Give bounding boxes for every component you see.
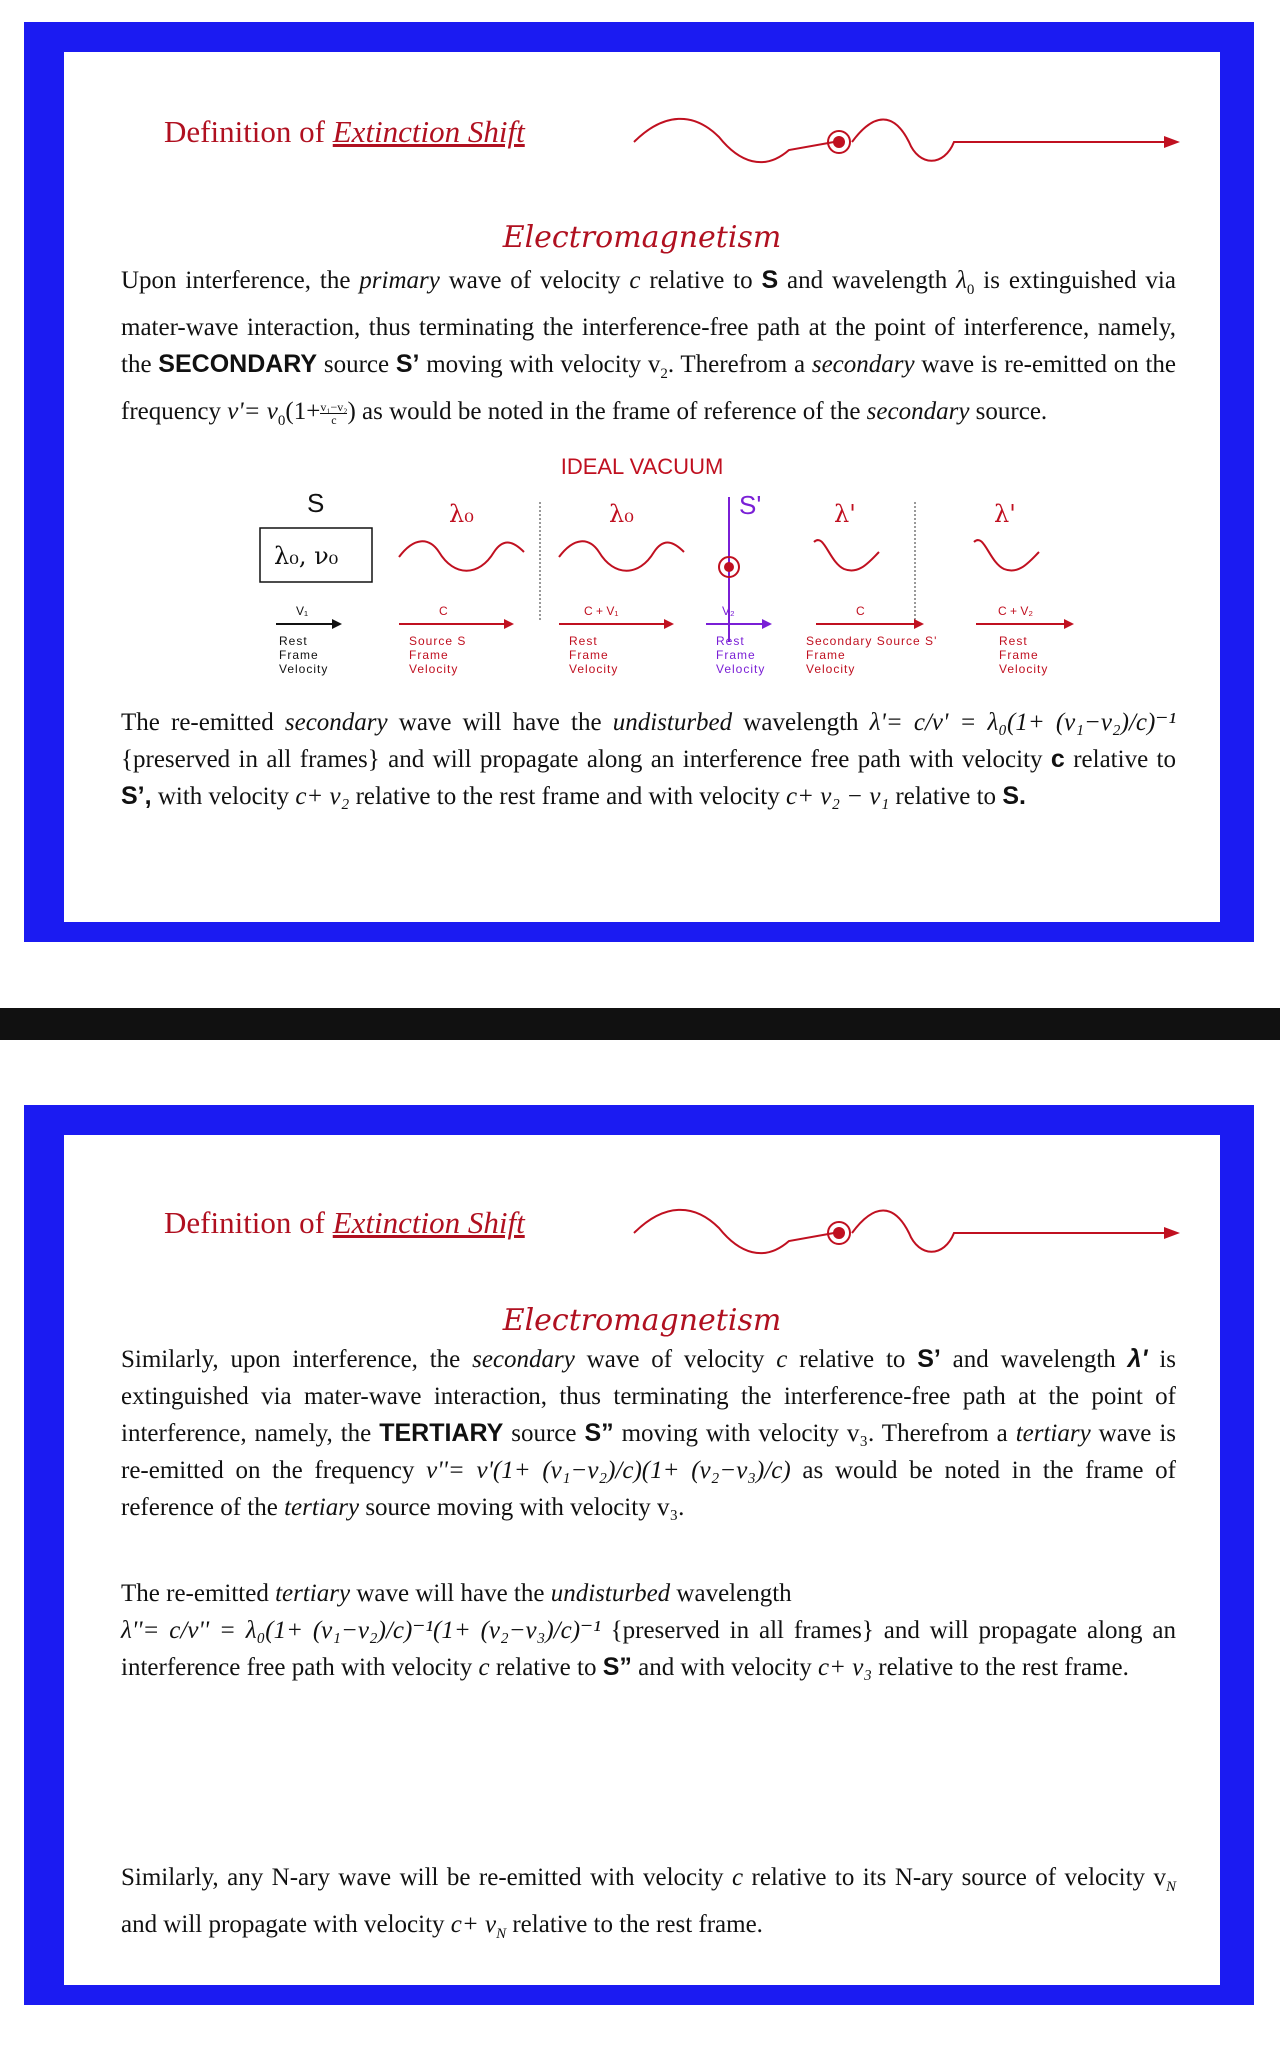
velocity-arrows: [276, 604, 1074, 629]
svg-text:Rest: Rest: [569, 634, 598, 648]
arrow-label-c2: C: [856, 604, 865, 618]
wave-1-icon: [399, 541, 524, 570]
ideal-vacuum-label: IDEAL VACUUM: [560, 454, 724, 479]
slide-2-paragraph-3: Similarly, any N-ary wave will be re-emitted with velocity c relative to its N-ary source of velocity $v_N$ and will propagate with velocity $c+ v_N$ relative to the rest frame.: [121, 1864, 1176, 1942]
s-prime-label: S': [739, 490, 762, 520]
slide-2-paragraph-2: The re-emitted tertiary wave will have the undisturbed wavelength λ''= c/ν'' = λ₀(1+ (v₁−v₂)/c)⁻¹(1+ (v₂−v₃)/c)⁻¹ {preserved in all frames} and will propagate along an interference free path with velocity c relative to S” and with velocity c+ v₃ relative to the rest frame.: [121, 1580, 1176, 1681]
slide-2: [24, 1105, 1254, 2005]
title-wave-icon: [624, 102, 1184, 172]
slide-2-content: [64, 1135, 1220, 1985]
slide-1-title: Definition of Extinction Shift: [164, 114, 525, 149]
wave-label-4: λ': [994, 500, 1016, 528]
svg-text:Rest: Rest: [716, 634, 745, 648]
slide-divider: [0, 1008, 1280, 1040]
wave-4-icon: [974, 540, 1039, 571]
svg-text:Velocity: Velocity: [716, 662, 766, 676]
wave-label-1: λ₀: [449, 500, 474, 528]
svg-text:Velocity: Velocity: [999, 662, 1049, 676]
arrow-label-c-v1: C + V₁: [584, 604, 619, 618]
svg-text:Velocity: Velocity: [806, 662, 856, 676]
slide-2-subtitle: Electromagnetism: [502, 1303, 782, 1338]
slide-1-paragraph-1: Upon interference, the primary wave of velocity c relative to S and wavelength $\lambda_0$ is extinguished via mater-wave interaction, thus terminating the interference-free path at the point of interference, namely, the SECONDARY source S’ moving with velocity $v_2$. Therefrom a secondary wave is re-emitted on the frequency $\nu'= \nu_0(1+$ $\frac{\text{v₁−v₂}}{c}$ ) as would be noted in the frame of reference of the secondary source.: [121, 266, 1176, 429]
svg-text:Frame: Frame: [999, 648, 1039, 662]
arrow-label-c-v2: C + V₂: [998, 604, 1034, 618]
arrow-label-v2: V₂: [722, 604, 735, 618]
svg-text:Velocity: Velocity: [409, 662, 459, 676]
source-s-label: S: [307, 488, 325, 518]
arrow-label-v1: V₁: [296, 604, 309, 618]
slide-1-content: [64, 52, 1220, 922]
svg-text:Source S: Source S: [409, 634, 467, 648]
svg-text:Rest: Rest: [999, 634, 1028, 648]
svg-text:Velocity: Velocity: [279, 662, 329, 676]
wave-3-icon: [814, 540, 879, 571]
frame-labels: [279, 634, 1048, 676]
svg-text:Secondary Source S': Secondary Source S': [806, 634, 938, 648]
svg-text:Rest: Rest: [279, 634, 308, 648]
svg-text:Frame: Frame: [716, 648, 756, 662]
svg-text:Frame: Frame: [409, 648, 449, 662]
wave-label-3: λ': [834, 500, 856, 528]
svg-text:Velocity: Velocity: [569, 662, 619, 676]
svg-text:Frame: Frame: [806, 648, 846, 662]
wave-label-2: λ₀: [609, 500, 634, 528]
svg-text:Frame: Frame: [279, 648, 319, 662]
slide-1: [24, 22, 1254, 942]
slide-2-paragraph-1: Similarly, upon interference, the secondary wave of velocity c relative to S’ and wavelength λ' is extinguished via mater-wave interaction, thus terminating the interference-free path at the point of interference, namely, the TERTIARY source S” moving with velocity v₃. Therefrom a tertiary wave is re-emitted on the frequency ν''= ν'(1+ (v₁−v₂)/c)(1+ (v₂−v₃)/c) as would be noted in the frame of reference of the tertiary source moving with velocity v₃.: [121, 1345, 1177, 1521]
slide-1-subtitle: Electromagnetism: [502, 220, 782, 255]
title-wave-2-icon: [624, 1193, 1184, 1263]
wave-2-icon: [559, 541, 684, 570]
svg-text:Frame: Frame: [569, 648, 609, 662]
source-box-label: λ₀, ν₀: [274, 542, 339, 570]
arrow-label-c: C: [439, 604, 448, 618]
slide-2-title: Definition of Extinction Shift: [164, 1205, 525, 1240]
slide-1-paragraph-2: The re-emitted secondary wave will have the undisturbed wavelength λ'= c/ν' = λ₀(1+ (v₁−v₂)/c)⁻¹ {preserved in all frames} and will propagate along an interference free path with velocity c relative to S’, with velocity c+ v₂ relative to the rest frame and with velocity c+ v₂ − v₁ relative to S.: [121, 709, 1176, 810]
frames-diagram: [64, 472, 1214, 712]
